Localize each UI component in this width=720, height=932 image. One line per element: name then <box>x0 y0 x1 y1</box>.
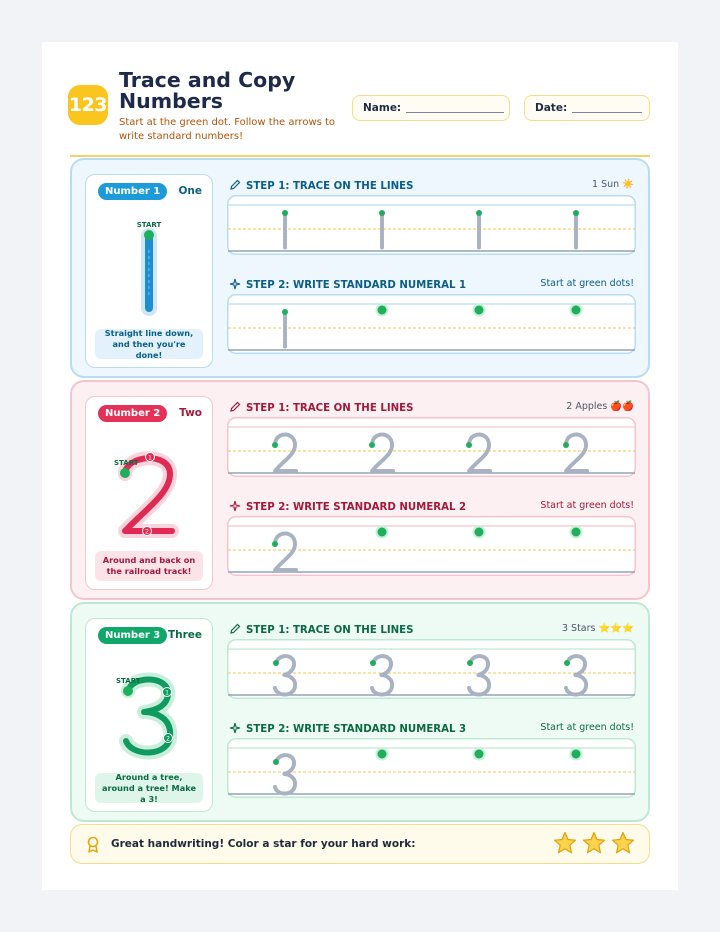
sparkle-icon <box>229 722 241 737</box>
number-badge: Number 1 <box>98 183 167 200</box>
start-dot <box>282 210 288 216</box>
start-dot <box>476 210 482 216</box>
step2-label: STEP 2: WRITE STANDARD NUMERAL 1 <box>246 280 467 291</box>
number-word: Three <box>167 629 202 641</box>
logo-badge: 123 <box>68 85 108 125</box>
step2-hint: Start at green dots! <box>540 500 634 511</box>
start-dot <box>144 230 154 240</box>
write-slot[interactable] <box>570 304 583 317</box>
reward-stars <box>553 831 635 855</box>
start-dot <box>564 660 570 666</box>
number-card <box>85 396 213 590</box>
step2-title <box>229 500 466 515</box>
page-subtitle: Start at the green dot. Follow the arrows to write standard numbers! <box>119 117 336 142</box>
trace-lines[interactable] <box>227 195 636 255</box>
start-dot <box>273 660 279 666</box>
sparkle-icon <box>229 500 241 515</box>
page-title: Trace and Copy Numbers <box>119 68 296 113</box>
step2-hint: Start at green dots! <box>540 278 634 289</box>
date-label: Date: <box>535 102 568 114</box>
step2-hint: Start at green dots! <box>540 722 634 733</box>
start-dot <box>378 528 387 537</box>
big-numeral-3 <box>106 649 192 767</box>
step1-count: 1 Sun ☀️ <box>592 179 634 190</box>
step2-label: STEP 2: WRITE STANDARD NUMERAL 3 <box>246 724 467 735</box>
big-numeral-2 <box>106 427 192 545</box>
start-dot <box>467 660 473 666</box>
write-slot[interactable] <box>376 748 389 761</box>
step1-count: 2 Apples 🍎🍎 <box>566 401 634 412</box>
write-slot[interactable] <box>473 304 486 317</box>
start-dot <box>120 468 130 478</box>
start-label: START <box>114 459 139 467</box>
step2-title <box>229 278 466 293</box>
footer-text: Great handwriting! Color a star for your hard work: <box>111 838 416 850</box>
start-dot <box>272 541 278 547</box>
start-label: START <box>136 221 162 229</box>
start-dot <box>369 442 375 448</box>
trace-lines[interactable] <box>227 417 636 477</box>
section-number-1 <box>70 158 650 378</box>
write-slot[interactable] <box>376 304 389 317</box>
start-dot <box>370 660 376 666</box>
svg-text:1: 1 <box>165 689 169 697</box>
worksheet <box>42 42 678 890</box>
start-dot <box>282 309 288 315</box>
start-dot <box>123 686 133 696</box>
number-badge: Number 3 <box>98 627 167 644</box>
start-dot <box>572 306 581 315</box>
write-lines[interactable] <box>227 294 636 354</box>
start-dot <box>572 528 581 537</box>
header-divider <box>70 155 650 157</box>
name-label: Name: <box>363 102 402 114</box>
star-icon[interactable] <box>553 831 577 855</box>
step1-title <box>229 623 413 638</box>
star-icon[interactable] <box>582 831 606 855</box>
trace-lines[interactable] <box>227 639 636 699</box>
reward-footer <box>70 824 650 864</box>
step2-label: STEP 2: WRITE STANDARD NUMERAL 2 <box>246 502 467 513</box>
number-word: Two <box>179 407 202 419</box>
step1-title <box>229 401 413 416</box>
number-badge: Number 2 <box>98 405 167 422</box>
write-slot[interactable] <box>376 526 389 539</box>
date-field[interactable] <box>524 95 650 121</box>
date-line[interactable] <box>572 103 642 113</box>
start-dot <box>563 442 569 448</box>
number-word: One <box>178 185 202 197</box>
pencil-icon <box>229 401 241 416</box>
write-slot[interactable] <box>570 526 583 539</box>
medal-icon <box>85 836 101 858</box>
step1-label: STEP 1: TRACE ON THE LINES <box>246 403 414 414</box>
write-slot[interactable] <box>473 526 486 539</box>
start-label: START <box>116 677 141 685</box>
write-slot[interactable] <box>473 748 486 761</box>
start-dot <box>466 442 472 448</box>
start-dot <box>572 750 581 759</box>
svg-text:2: 2 <box>145 528 149 536</box>
write-slot[interactable] <box>570 748 583 761</box>
stroke-hint: Straight line down, and then you're done! <box>95 329 203 359</box>
svg-text:2: 2 <box>166 735 170 743</box>
number-card <box>85 618 213 812</box>
start-dot <box>475 750 484 759</box>
sparkle-icon <box>229 278 241 293</box>
stroke-hint: Around and back on the railroad track! <box>95 551 203 581</box>
pencil-icon <box>229 179 241 194</box>
name-field[interactable] <box>352 95 510 121</box>
big-numeral-1 <box>106 205 192 323</box>
stroke-hint: Around a tree, around a tree! Make a 3! <box>95 773 203 803</box>
section-number-2 <box>70 380 650 600</box>
step2-title <box>229 722 466 737</box>
start-dot <box>379 210 385 216</box>
step1-label: STEP 1: TRACE ON THE LINES <box>246 625 414 636</box>
start-dot <box>273 759 279 765</box>
step1-title <box>229 179 413 194</box>
step1-label: STEP 1: TRACE ON THE LINES <box>246 181 414 192</box>
start-dot <box>475 306 484 315</box>
section-number-3 <box>70 602 650 822</box>
write-lines[interactable] <box>227 738 636 798</box>
start-dot <box>378 306 387 315</box>
star-icon[interactable] <box>611 831 635 855</box>
step1-count: 3 Stars ⭐⭐⭐ <box>561 623 634 634</box>
write-lines[interactable] <box>227 516 636 576</box>
start-dot <box>475 528 484 537</box>
name-line[interactable] <box>406 103 504 113</box>
number-card <box>85 174 213 368</box>
start-dot <box>378 750 387 759</box>
start-dot <box>272 442 278 448</box>
start-dot <box>573 210 579 216</box>
pencil-icon <box>229 623 241 638</box>
svg-text:1: 1 <box>148 454 152 462</box>
